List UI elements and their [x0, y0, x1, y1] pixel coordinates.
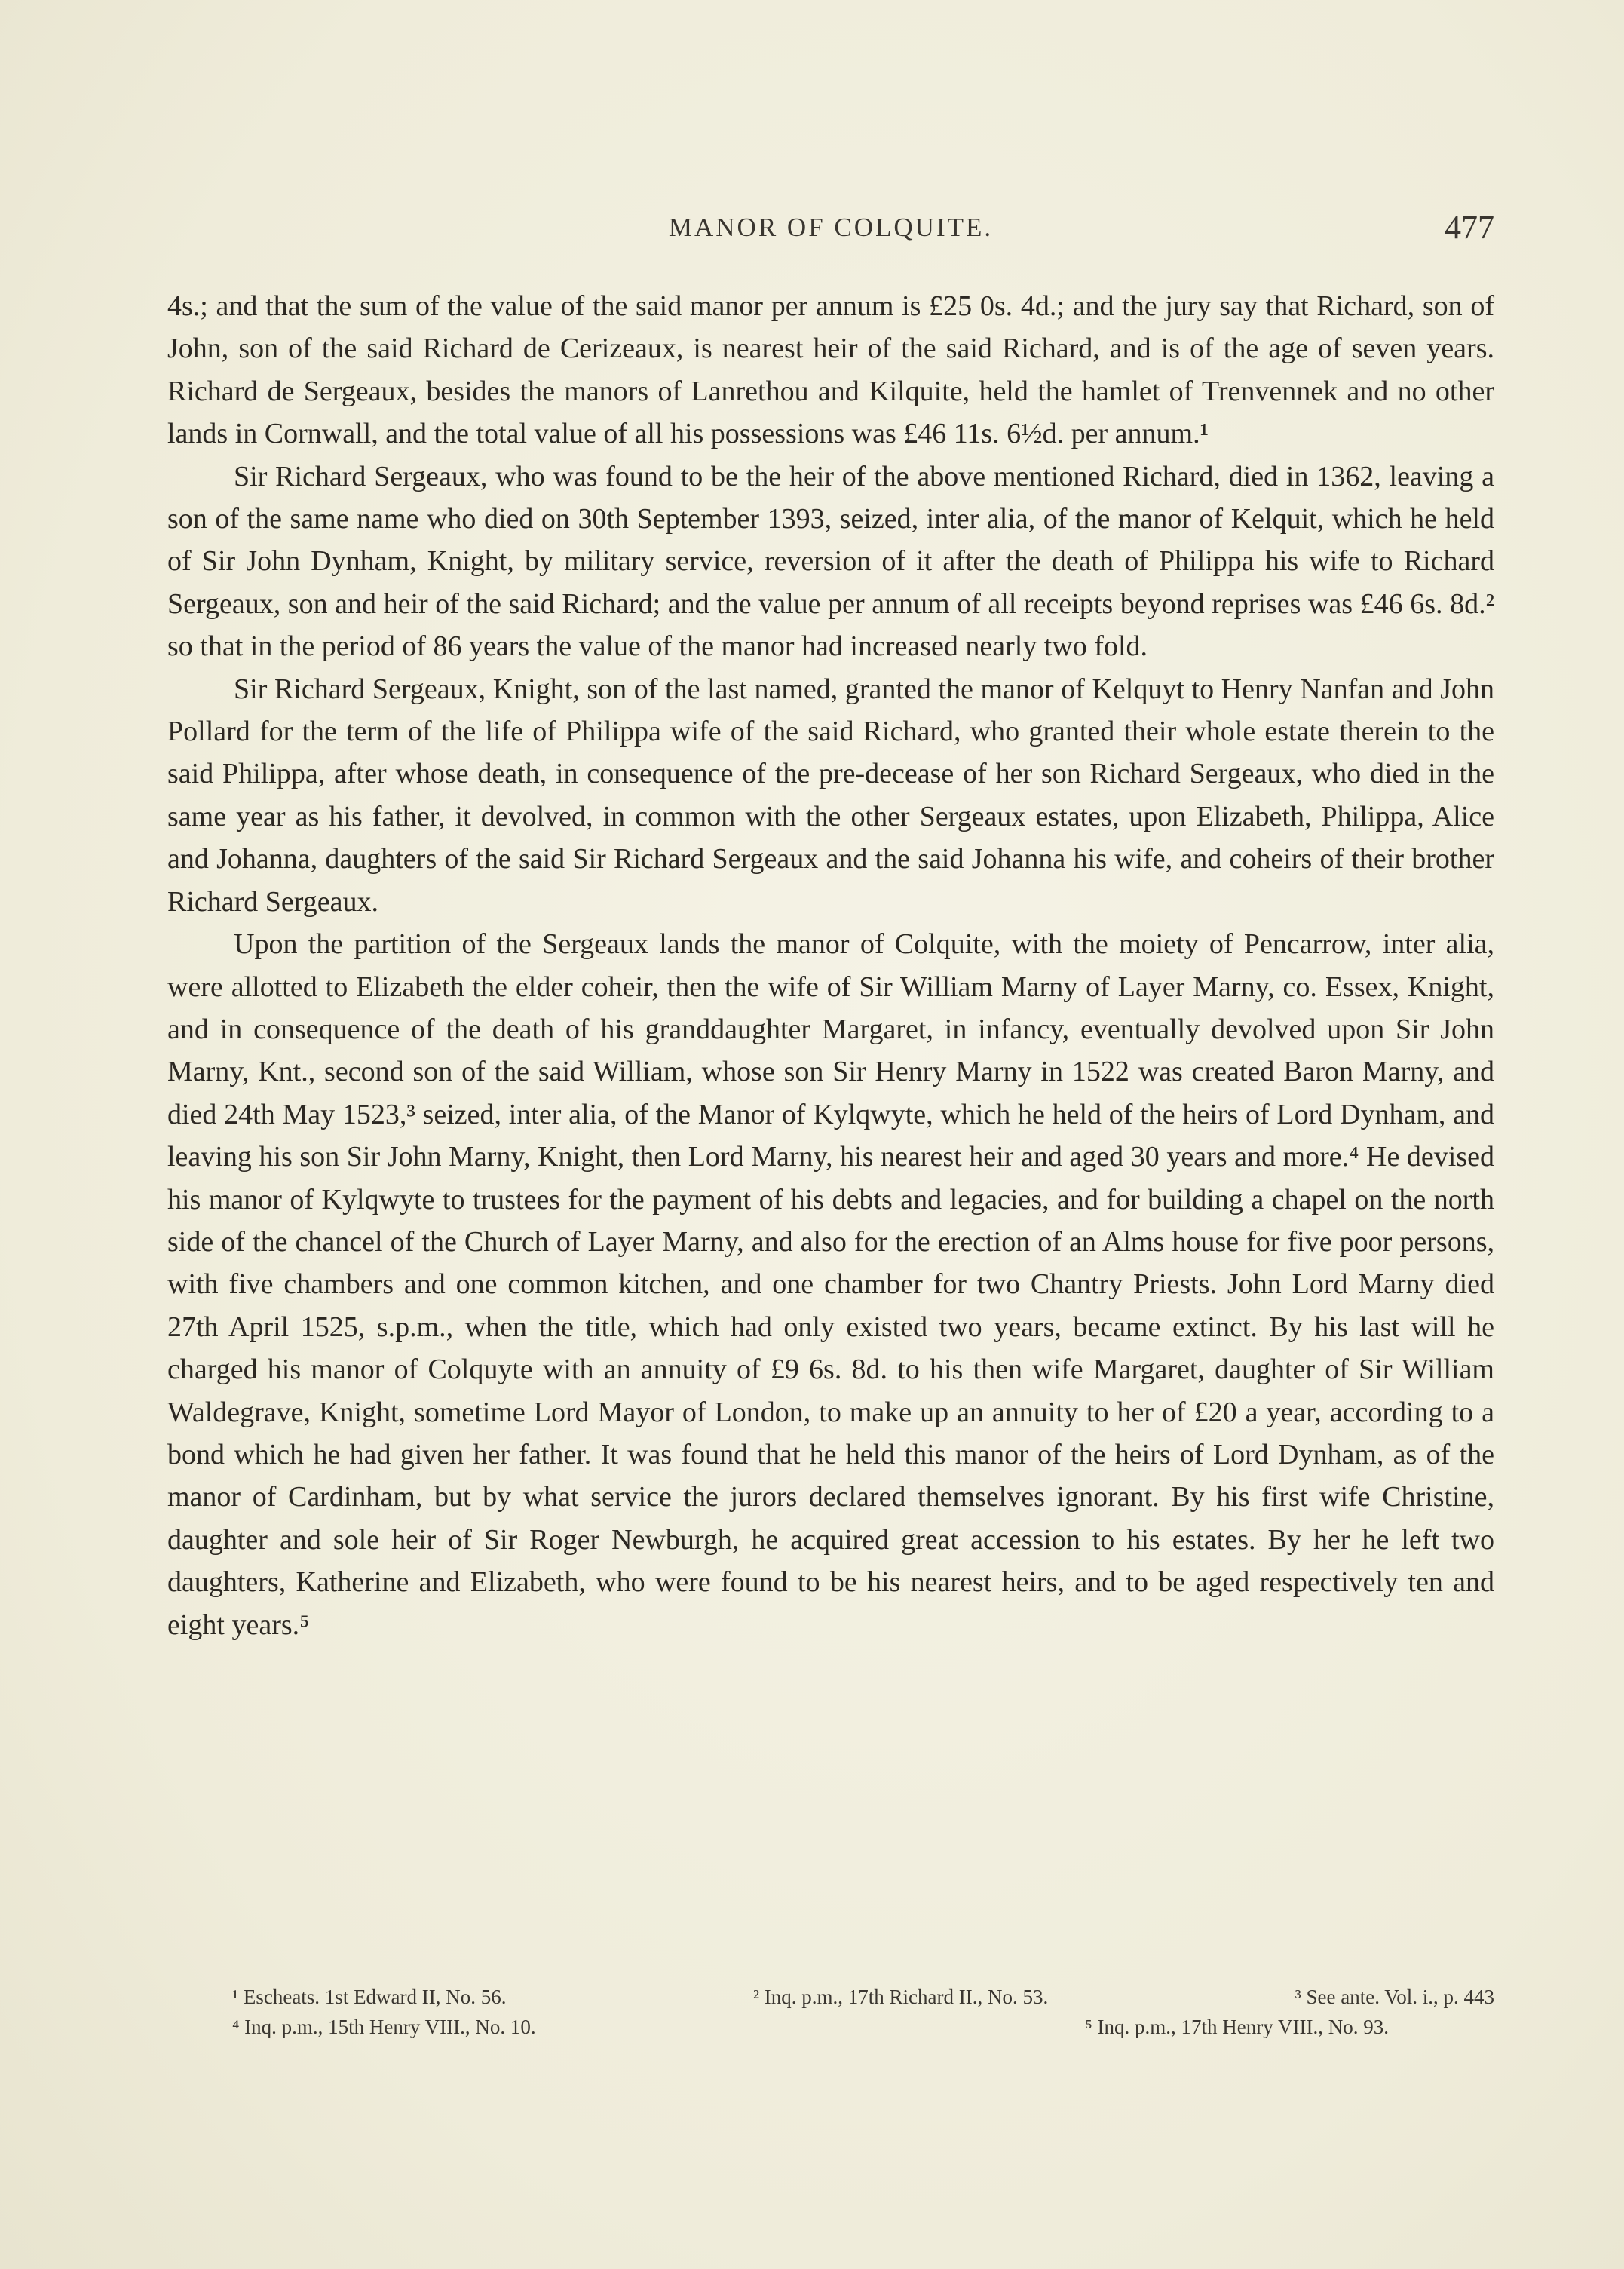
footnote-1: ¹ Escheats. 1st Edward II, No. 56.	[232, 1985, 507, 2008]
footnote-3: ³ See ante. Vol. i., p. 443	[1295, 1985, 1494, 2008]
footnote-4: ⁴ Inq. p.m., 15th Henry VIII., No. 10.	[232, 2016, 536, 2038]
paragraph-4: Upon the partition of the Sergeaux lands the manor of Colquite, with the moiety of Pencarrow, inter alia, were allotted to Elizabeth the elder coheir, then the wife of Sir William Marny of Layer Marny, co. Essex, Knight, and in consequence of the death of his granddaughter Margaret, in infancy, eventually devolved upon Sir John Marny, Knt., second son of the said William, whose son Sir Henry Marny in 1522 was created Baron Marny, and died 24th May 1523,³ seized, inter alia, of the Manor of Kylqwyte, which he held of the heirs of Lord Dynham, and leaving his son Sir John Marny, Knight, then Lord Marny, his nearest heir and aged 30 years and more.⁴ He devised his manor of Kylqwyte to trustees for the payment of his debts and legacies, and for building a chapel on the north side of the chancel of the Church of Layer Marny, and also for the erection of an Alms house for five poor persons, with five chambers and one common kitchen, and one chamber for two Chantry Priests. John Lord Marny died 27th April 1525, s.p.m., when the title, which had only existed two years, became extinct. By his last will he charged his manor of Colquyte with an annuity of £9 6s. 8d. to his then wife Margaret, daughter of Sir William Waldegrave, Knight, sometime Lord Mayor of London, to make up an annuity to her of £20 a year, according to a bond which he had given her father. It was found that he held this manor of the heirs of Lord Dynham, as of the manor of Cardinham, but by what service the jurors declared themselves ignorant. By his first wife Christine, daughter and sole heir of Sir Roger Newburgh, he acquired great accession to his estates. By her he left two daughters, Katherine and Elizabeth, who were found to be his nearest heirs, and to be aged respectively ten and eight years.⁵	[167, 928, 1494, 1641]
footnote-row	[167, 2012, 1494, 2042]
paragraph-1: 4s.; and that the sum of the value of the said manor per annum is £25 0s. 4d.; and the jury say that Richard, son of John, son of the said Richard de Cerizeaux, is nearest heir of the said Richard, and is of the age of seven years. Richard de Sergeaux, besides the manors of Lanrethou and Kilquite, held the hamlet of Trenvennek and no other lands in Cornwall, and the total value of all his possessions was £46 11s. 6½d. per annum.¹	[167, 290, 1494, 450]
paragraph-3: Sir Richard Sergeaux, Knight, son of the last named, granted the manor of Kelquyt to Henry Nanfan and John Pollard for the term of the life of Philippa wife of the said Richard, who granted their whole estate therein to the said Philippa, after whose death, in consequence of the pre-decease of her son Richard Sergeaux, who died in the same year as his father, it devolved, in common with the other Sergeaux estates, upon Elizabeth, Philippa, Alice and Johanna, daughters of the said Sir Richard Sergeaux and the said Johanna his wife, and coheirs of their brother Richard Sergeaux.	[167, 673, 1494, 918]
footnote-row	[167, 1982, 1494, 2012]
footnote-5: ⁵ Inq. p.m., 17th Henry VIII., No. 93.	[1085, 2016, 1389, 2038]
footnotes	[167, 1982, 1494, 2042]
page-number: 477	[1445, 209, 1494, 246]
page-header	[167, 209, 1494, 255]
running-title: MANOR OF COLQUITE.	[668, 213, 994, 242]
footnote-2: ² Inq. p.m., 17th Richard II., No. 53.	[752, 1985, 1049, 2008]
paragraph-2: Sir Richard Sergeaux, who was found to be the heir of the above mentioned Richard, died in 1362, leaving a son of the same name who died on 30th September 1393, seized, inter alia, of the manor of Kelquit, which he held of Sir John Dynham, Knight, by military service, reversion of it after the death of Philippa his wife to Richard Sergeaux, son and heir of the said Richard; and the value per annum of all receipts beyond reprises was £46 6s. 8d.² so that in the period of 86 years the value of the manor had increased nearly two fold.	[167, 460, 1494, 663]
body-text	[167, 285, 1494, 1646]
